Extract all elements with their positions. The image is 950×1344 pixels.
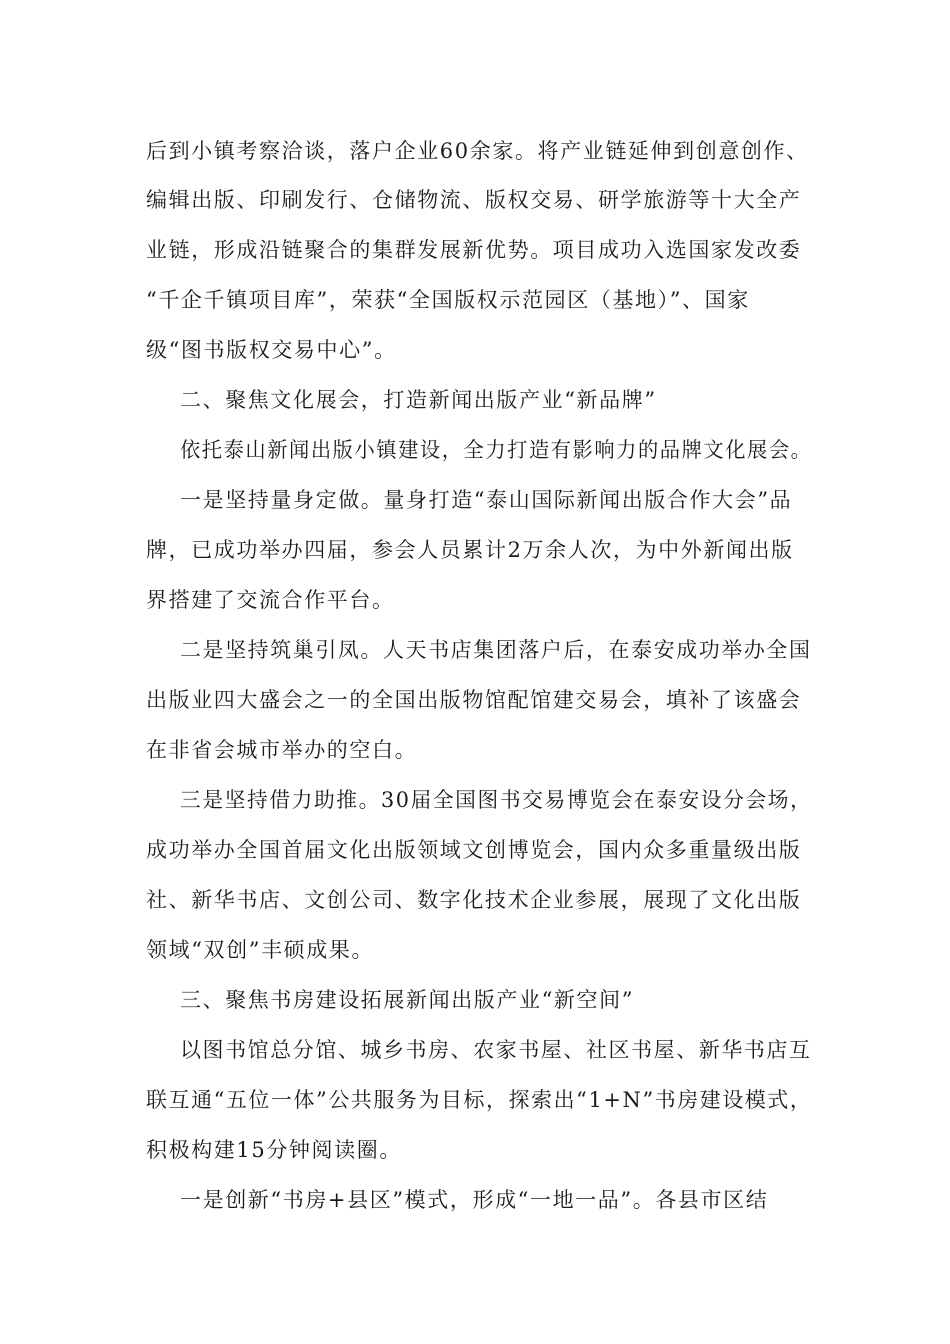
text-line: 以图书馆总分馆、城乡书房、农家书屋、社区书屋、新华书店互 [180, 1038, 812, 1062]
text-line: 级“图书版权交易中心”。 [146, 338, 397, 362]
text-line: 一是坚持量身定做。量身打造“泰山国际新闻出版合作大会”品 [180, 488, 793, 512]
text-line: 一是创新“书房+县区”模式，形成“一地一品”。各县市区结 [180, 1188, 769, 1212]
text-line: 编辑出版、印刷发行、仓储物流、版权交易、研学旅游等十大全产 [146, 188, 802, 212]
text-line: 在非省会城市举办的空白。 [146, 738, 418, 762]
text-line: 业链，形成沿链聚合的集群发展新优势。项目成功入选国家发改委 [146, 238, 802, 262]
section-heading: 三、聚焦书房建设拓展新闻出版产业“新空间” [180, 988, 635, 1012]
text-line: 联互通“五位一体”公共服务为目标，探索出“1+N”书房建设模式， [146, 1088, 813, 1112]
section-heading: 二、聚焦文化展会，打造新闻出版产业“新品牌” [180, 388, 657, 412]
text-line: 三是坚持借力助推。30届全国图书交易博览会在泰安设分会场， [180, 788, 813, 812]
text-line: 社、新华书店、文创公司、数字化技术企业参展，展现了文化出版 [146, 888, 802, 912]
text-line: 积极构建15分钟阅读圈。 [146, 1138, 402, 1162]
text-line: 出版业四大盛会之一的全国出版物馆配馆建交易会，填补了该盛会 [146, 688, 802, 712]
text-line: 成功举办全国首届文化出版领域文创博览会，国内众多重量级出版 [146, 838, 802, 862]
text-line: 二是坚持筑巢引凤。人天书店集团落户后，在泰安成功举办全国 [180, 638, 812, 662]
text-line: 牌，已成功举办四届，参会人员累计2万余人次，为中外新闻出版 [146, 538, 794, 562]
text-line: 后到小镇考察洽谈，落户企业60余家。将产业链延伸到创意创作、 [146, 139, 809, 163]
text-line: 依托泰山新闻出版小镇建设，全力打造有影响力的品牌文化展会。 [180, 438, 813, 462]
text-line: “千企千镇项目库”，荣获“全国版权示范园区（基地）”、国家 [146, 288, 750, 312]
text-line: 界搭建了交流合作平台。 [146, 588, 395, 612]
text-line: 领域“双创”丰硕成果。 [146, 938, 375, 962]
